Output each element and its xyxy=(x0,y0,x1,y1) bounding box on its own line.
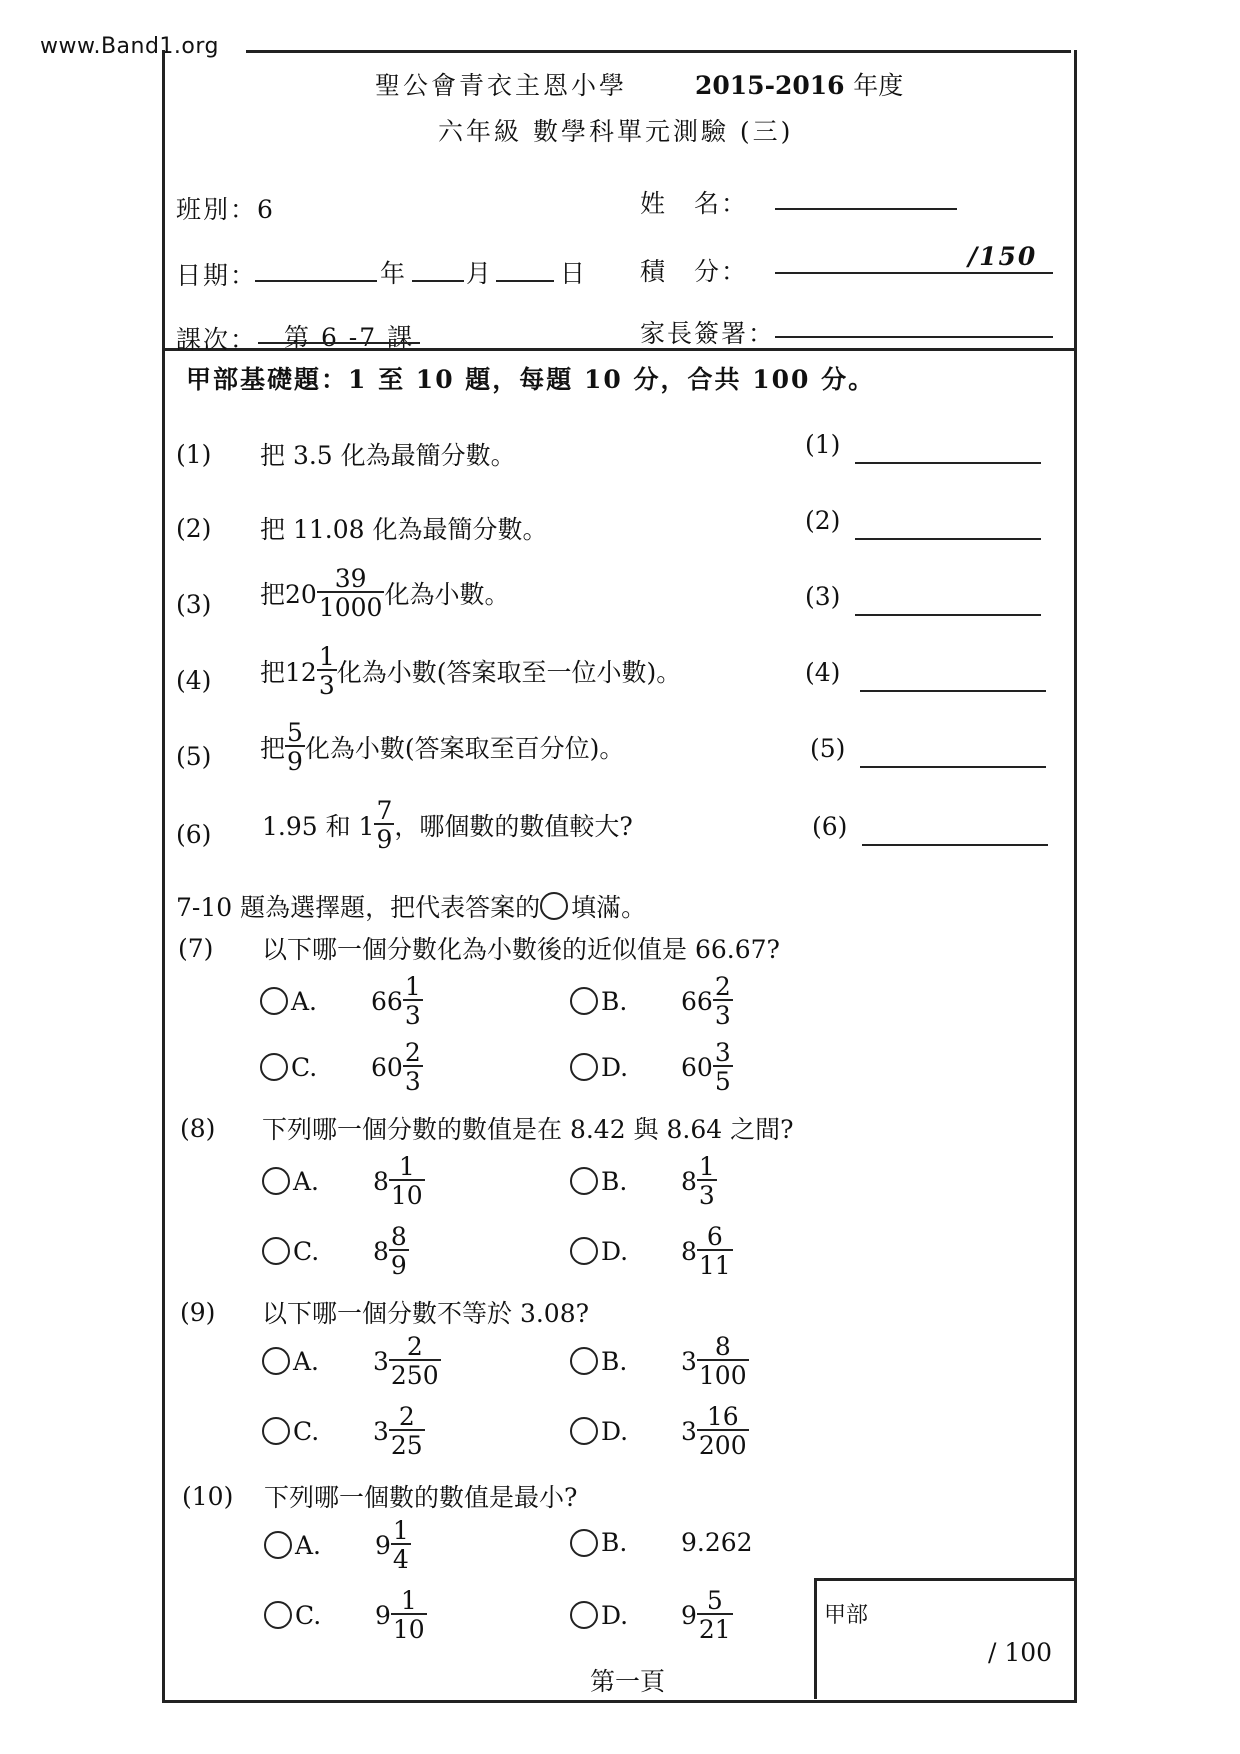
q9-option-b[interactable]: B. 3 $\frac{8}{100}$ xyxy=(570,1334,749,1388)
school-year: 2015-2016 年度 xyxy=(695,71,904,100)
q4-answer-field[interactable] xyxy=(860,690,1046,692)
name-label: 姓 名： xyxy=(640,189,749,218)
date-label: 日期： xyxy=(176,261,258,290)
exam-title: 六年級 數學科單元測驗 (三) xyxy=(438,117,794,146)
option-circle-icon[interactable] xyxy=(262,1347,290,1375)
q3-answer-label: (3) xyxy=(805,582,841,611)
q9-option-c[interactable]: C. 3 $\frac{2}{25}$ xyxy=(262,1404,425,1458)
lesson-value: 第 6 -7 課 xyxy=(284,323,415,352)
name-field[interactable] xyxy=(775,208,957,210)
section-a-score-label: 甲部 xyxy=(824,1603,869,1628)
q1-answer-field[interactable] xyxy=(855,462,1041,464)
q4-answer-label: (4) xyxy=(805,658,841,687)
option-circle-icon[interactable] xyxy=(570,1053,598,1081)
date-day-label: 日 xyxy=(560,259,588,288)
sign-field[interactable] xyxy=(775,336,1053,338)
q8-text: 下列哪一個分數的數值是在 8.42 與 8.64 之間? xyxy=(262,1115,794,1144)
school-name: 聖公會青衣主恩小學 xyxy=(375,71,628,100)
q1-number: (1) xyxy=(176,440,212,469)
score-total: /150 xyxy=(968,242,1038,271)
option-circle-icon[interactable] xyxy=(262,1237,290,1265)
q1-answer-label: (1) xyxy=(805,430,841,459)
q10-option-d[interactable]: D. 9 $\frac{5}{21}$ xyxy=(570,1588,733,1642)
q2-answer-label: (2) xyxy=(805,506,841,535)
option-circle-icon[interactable] xyxy=(570,1417,598,1445)
mc-instruction: 7-10 題為選擇題，把代表答案的 填滿。 xyxy=(176,893,647,922)
q3-text: 把20 $\frac{39}{1000}$ 化為小數。 xyxy=(260,564,510,622)
q7-option-a[interactable]: A. 66 $\frac{1}{3}$ xyxy=(260,974,423,1028)
q3-answer-field[interactable] xyxy=(855,614,1041,616)
option-circle-icon[interactable] xyxy=(260,987,288,1015)
q7-option-d[interactable]: D. 60 $\frac{3}{5}$ xyxy=(570,1040,733,1094)
q5-text: 把 $\frac{5}{9}$ 化為小數(答案取至百分位)。 xyxy=(260,718,625,776)
option-circle-icon[interactable] xyxy=(570,1167,598,1195)
page-number: 第一頁 xyxy=(590,1667,666,1696)
q6-answer-label: (6) xyxy=(812,812,848,841)
date-month-field[interactable] xyxy=(412,280,464,282)
q5-fraction: $\frac{5}{9}$ xyxy=(287,718,303,776)
option-circle-icon[interactable] xyxy=(570,1237,598,1265)
q6-answer-field[interactable] xyxy=(862,844,1048,846)
option-circle-icon[interactable] xyxy=(570,1601,598,1629)
section-a-score-total: / 100 xyxy=(988,1638,1053,1667)
q4-fraction: $\frac{1}{3}$ xyxy=(318,642,335,700)
q8-option-d[interactable]: D. 8 $\frac{6}{11}$ xyxy=(570,1224,733,1278)
circle-icon xyxy=(540,892,568,920)
score-label: 積 分： xyxy=(640,257,749,286)
q10-option-c[interactable]: C. 9 $\frac{1}{10}$ xyxy=(264,1588,427,1642)
q5-answer-field[interactable] xyxy=(860,766,1046,768)
q9-text: 以下哪一個分數不等於 3.08? xyxy=(262,1299,590,1328)
q8-number: (8) xyxy=(180,1114,216,1143)
q7-number: (7) xyxy=(178,934,214,963)
option-circle-icon[interactable] xyxy=(262,1417,290,1445)
q7-option-b[interactable]: B. 66 $\frac{2}{3}$ xyxy=(570,974,733,1028)
option-circle-icon[interactable] xyxy=(570,1529,598,1557)
date-day-field[interactable] xyxy=(496,280,554,282)
option-circle-icon[interactable] xyxy=(264,1531,292,1559)
q9-option-d[interactable]: D. 3 $\frac{16}{200}$ xyxy=(570,1404,749,1458)
q9-option-a[interactable]: A. 3 $\frac{2}{250}$ xyxy=(262,1334,441,1388)
q2-answer-field[interactable] xyxy=(855,538,1041,540)
option-circle-icon[interactable] xyxy=(570,987,598,1015)
q10-option-b[interactable]: B. 9.262 xyxy=(570,1528,753,1557)
q6-fraction: $\frac{7}{9}$ xyxy=(376,796,393,854)
q2-text: 把 11.08 化為最簡分數。 xyxy=(260,515,548,544)
lesson-label: 課次： xyxy=(176,325,258,354)
q4-text: 把12 $\frac{1}{3}$ 化為小數(答案取至一位小數)。 xyxy=(260,642,682,700)
q5-number: (5) xyxy=(176,742,212,771)
q2-number: (2) xyxy=(176,514,212,543)
date-year-label: 年 xyxy=(380,259,408,288)
q10-number: (10) xyxy=(182,1482,234,1511)
q5-answer-label: (5) xyxy=(810,734,846,763)
site-watermark: www.Band1.org xyxy=(40,34,220,59)
sign-label: 家長簽署： xyxy=(640,319,776,348)
class-label: 班別：6 xyxy=(176,195,275,224)
q8-option-a[interactable]: A. 8 $\frac{1}{10}$ xyxy=(262,1154,425,1208)
date-year-field[interactable] xyxy=(255,280,377,282)
q8-option-c[interactable]: C. 8 $\frac{8}{9}$ xyxy=(262,1224,409,1278)
q3-number: (3) xyxy=(176,590,212,619)
q1-text: 把 3.5 化為最簡分數。 xyxy=(260,441,516,470)
score-field[interactable] xyxy=(775,272,1053,274)
option-circle-icon[interactable] xyxy=(260,1053,288,1081)
q6-text: 1.95 和 1 $\frac{7}{9}$ ，哪個數的數值較大? xyxy=(262,796,633,854)
q6-number: (6) xyxy=(176,820,212,849)
q10-option-a[interactable]: A. 9 $\frac{1}{4}$ xyxy=(264,1518,411,1572)
option-circle-icon[interactable] xyxy=(264,1601,292,1629)
q7-option-c[interactable]: C. 60 $\frac{2}{3}$ xyxy=(260,1040,423,1094)
q9-number: (9) xyxy=(180,1298,216,1327)
section-a-title: 甲部基礎題：1 至 10 題，每題 10 分，合共 100 分。 xyxy=(186,365,876,394)
option-circle-icon[interactable] xyxy=(262,1167,290,1195)
date-month-label: 月 xyxy=(466,259,494,288)
lesson-underline xyxy=(258,342,420,344)
q7-text: 以下哪一個分數化為小數後的近似值是 66.67? xyxy=(262,935,780,964)
q4-number: (4) xyxy=(176,666,212,695)
q10-text: 下列哪一個數的數值是最小? xyxy=(264,1483,578,1512)
q3-fraction: $\frac{39}{1000}$ xyxy=(318,564,383,622)
q8-option-b[interactable]: B. 8 $\frac{1}{3}$ xyxy=(570,1154,717,1208)
option-circle-icon[interactable] xyxy=(570,1347,598,1375)
